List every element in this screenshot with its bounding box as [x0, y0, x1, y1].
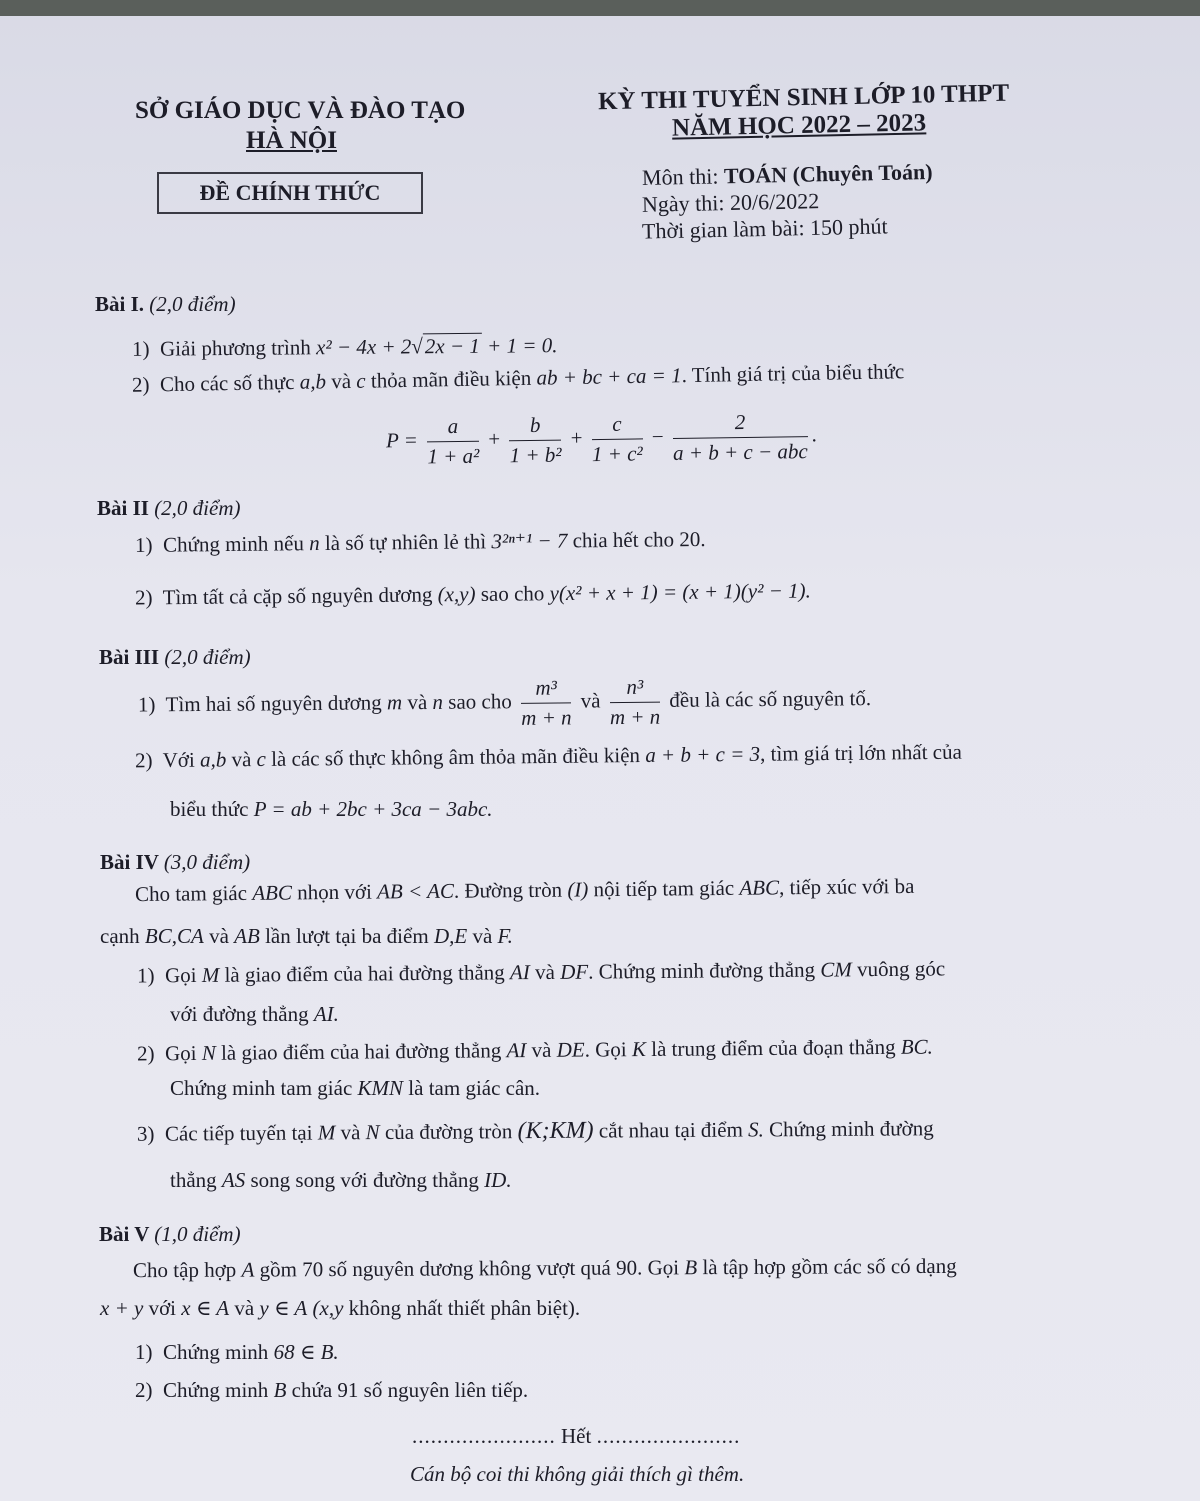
bai4-q3-and: và [340, 1120, 361, 1145]
bai3-q1 [138, 673, 872, 734]
bai2-q2-text-b: sao cho [480, 581, 545, 606]
bai4-q3-line2-as: AS [221, 1168, 246, 1192]
bai3-q2-line2-text: biểu thức [170, 797, 249, 821]
bai5-q1-a: Chứng minh [163, 1340, 269, 1364]
bai2-q1-text-c: chia hết cho 20. [572, 527, 706, 553]
bai2-q1-text-b: là số tự nhiên lẻ thì [324, 529, 487, 555]
bai4-intro2-ab: AB [234, 924, 260, 948]
fraction-m3-den: m + n [521, 705, 572, 730]
city-name: HÀ NỘI [246, 127, 337, 154]
bai5-q2-b: chứa 91 số nguyên liên tiếp. [291, 1378, 529, 1402]
end-word: Hết [561, 1424, 592, 1448]
bai4-q2-label: 2) [136, 1041, 155, 1066]
bai4-intro2-pts: D,E [433, 924, 468, 948]
bai4-q2-k: K [631, 1037, 647, 1062]
bai4-q1-line2 [170, 1002, 339, 1027]
bai4-q1-c: . Chứng minh đường thẳng [588, 957, 816, 984]
bai4-q3-a: Các tiếp tuyến tại [164, 1120, 313, 1146]
bai4-q1-cm: CM [820, 957, 852, 982]
fraction-c-den: 1 + c² [591, 441, 643, 467]
bai4-q2-n: N [201, 1040, 216, 1065]
bai3-q2-vars: a,b [199, 747, 227, 772]
p-lhs: P = [385, 427, 419, 453]
bai4-intro [135, 874, 915, 907]
period: . [811, 422, 817, 447]
bai5-q2-b-var: B [273, 1378, 287, 1402]
exam-duration: Thời gian làm bài: 150 phút [641, 213, 888, 244]
fraction-b-den: 1 + b² [509, 442, 562, 468]
department-name: SỞ GIÁO DỤC VÀ ĐÀO TẠO [135, 97, 466, 124]
bai5-intro2-y: y ∈ A [259, 1296, 308, 1320]
bai1-q1: 1) Giải phương trình x² − 4x + 2√2x − 1 + 1 = 0. [131, 333, 558, 361]
bai3-points: (2,0 điểm) [164, 645, 251, 669]
bai5-q1 [135, 1340, 339, 1365]
bai3-q1-and: và [407, 689, 428, 715]
bai5-intro-b: gồm 70 số nguyên dương không vượt quá 90. Gọi [259, 1255, 680, 1282]
bai4-intro2-b: lần lượt tại ba điểm [265, 924, 429, 948]
bai1-q1-math-sqrt: 2x − 1 [423, 333, 482, 359]
bai2-q1 [135, 527, 706, 558]
footer-note: Cán bộ coi thi không giải thích gì thêm. [410, 1462, 745, 1486]
bai4-q3-c: cắt nhau tại điểm [598, 1117, 743, 1143]
fraction-c-num: c [591, 411, 642, 440]
exam-date: Ngày thi: 20/6/2022 [641, 188, 820, 217]
bai4-intro-abc: ABC [252, 880, 293, 905]
bai4-q2-bc: BC. [900, 1034, 933, 1059]
fraction-m3-num: m³ [521, 675, 572, 703]
bai2-q2-pair: (x,y) [437, 581, 476, 607]
bai1-points: (2,0 điểm) [149, 292, 236, 316]
bai3-q2-label: 2) [134, 748, 153, 773]
bai5-title: Bài V [99, 1222, 149, 1246]
bai3-q1-label: 1) [137, 692, 156, 717]
bai4-intro-abc2: ABC [739, 875, 780, 900]
photo-background-strip [0, 0, 1200, 16]
bai1-heading [95, 292, 236, 317]
plus-sign: + [570, 425, 583, 450]
bai3-q2-text-b: là các số thực không âm thỏa mãn điều kiện [271, 743, 641, 771]
bai4-q3-n: N [365, 1120, 380, 1145]
bai4-q3-line2 [170, 1168, 512, 1193]
bai4-intro-line2 [100, 924, 513, 949]
fraction-d-den: a + b + c − abc [672, 439, 808, 465]
bai5-points: (1,0 điểm) [154, 1222, 241, 1246]
bai4-intro-ineq: AB < AC [376, 878, 455, 904]
bai2-points: (2,0 điểm) [154, 496, 241, 520]
bai4-q2-line2-kmn: KMN [357, 1076, 404, 1100]
bai4-q2-b: là giao điểm của hai đường thẳng [220, 1038, 502, 1065]
bai3-q2 [135, 740, 962, 774]
bai5-q2 [135, 1378, 528, 1403]
bai5-intro2-xy: x + y [100, 1296, 144, 1320]
bai3-heading [99, 645, 251, 670]
bai2-q1-text-a: Chứng minh nếu [162, 531, 305, 557]
bai5-q1-label: 1) [135, 1340, 153, 1364]
subject-label: Môn thi: [641, 163, 719, 191]
fraction-d [672, 409, 807, 466]
subject-line [642, 159, 933, 191]
bai1-q2-c: c [356, 368, 366, 393]
end-dots-left: ....................... [412, 1424, 556, 1448]
fraction-b-num: b [509, 413, 561, 442]
fraction-n3-num: n³ [610, 675, 661, 703]
bai2-title: Bài II [97, 496, 149, 520]
exam-title: KỲ THI TUYỂN SINH LỚP 10 THPT [597, 79, 1010, 116]
bai4-q1-and: và [534, 959, 556, 985]
bai4-q3-d: Chứng minh đường [769, 1116, 934, 1142]
bai1-q2-vars: a,b [299, 369, 327, 394]
bai3-title: Bài III [99, 645, 160, 669]
bai4-q2-line2-a: Chứng minh tam giác [170, 1076, 353, 1100]
bai4-q2-and: và [531, 1037, 552, 1063]
bai1-q2-label: 2) [131, 372, 150, 397]
bai5-intro2-paren: (x,y [312, 1296, 344, 1320]
bai5-intro-c: là tập hợp gồm các số có dạng [702, 1253, 957, 1280]
bai3-q2-and: và [231, 747, 252, 772]
bai5-intro2-x: x ∈ A [181, 1296, 230, 1320]
bai2-q1-math: 3²ⁿ⁺¹ − 7 [491, 528, 568, 554]
bai3-q1-text-a: Tìm hai số nguyên dương [165, 690, 382, 717]
end-marker [412, 1424, 740, 1449]
end-dots-right: ....................... [596, 1424, 741, 1448]
bai1-q1-math-a: x² − 4x + 2 [315, 334, 412, 360]
bai4-q1-label: 1) [136, 963, 155, 988]
bai1-q2-text-c: . Tính giá trị của biểu thức [681, 359, 905, 388]
bai3-q2-c: c [256, 746, 267, 772]
bai2-q2-math: y(x² + x + 1) = (x + 1)(y² − 1). [549, 578, 811, 606]
bai3-q2-line2 [170, 797, 493, 822]
bai5-q2-label: 2) [135, 1378, 153, 1402]
bai4-q1-df: DF [560, 959, 589, 984]
bai4-intro2-f: F. [497, 924, 513, 948]
bai4-q1 [137, 956, 945, 988]
bai4-intro-i: (I) [567, 877, 589, 902]
bai5-intro-set-b: B [684, 1255, 698, 1280]
bai2-q1-label: 1) [134, 532, 153, 557]
bai5-q2-a: Chứng minh [163, 1378, 269, 1402]
bai3-q2-line2-math: P = ab + 2bc + 3ca − 3abc. [253, 797, 493, 821]
bai5-q1-math: 68 ∈ B. [273, 1340, 339, 1364]
bai4-points: (3,0 điểm) [163, 850, 251, 874]
bai1-q1-text: Giải phương trình [159, 335, 311, 361]
fraction-m3 [521, 675, 572, 730]
bai5-intro-a: Cho tập hợp [132, 1257, 237, 1283]
bai3-q1-m: m [386, 690, 403, 715]
bai3-q1-and-2: và [580, 688, 601, 713]
bai4-intro-a: Cho tam giác [134, 880, 248, 907]
bai1-q2-text-a: Cho các số thực [159, 369, 295, 397]
fraction-b [509, 413, 562, 469]
bai1-q2-condition: ab + bc + ca = 1 [536, 363, 682, 390]
bai5-intro-line2 [100, 1296, 580, 1321]
bai3-q1-text-b: sao cho [448, 689, 512, 714]
bai2-q1-n: n [309, 531, 320, 556]
bai5-intro-set-a: A [241, 1257, 255, 1282]
bai5-heading [99, 1222, 241, 1247]
minus-sign: − [651, 424, 664, 449]
fraction-n3 [610, 675, 661, 730]
fraction-c [591, 411, 643, 467]
bai4-heading [100, 850, 250, 875]
bai4-q3-line2-a: thẳng [170, 1168, 217, 1192]
bai1-expression-p [386, 409, 818, 470]
bai4-q2-ai: AI [506, 1038, 527, 1063]
official-exam-label: ĐỀ CHÍNH THỨC [157, 172, 423, 214]
bai1-title: Bài I. [95, 292, 145, 316]
bai4-q2-d: là trung điểm của đoạn thẳng [651, 1034, 896, 1061]
bai1-q2-text-b: thỏa mãn điều kiện [370, 365, 532, 393]
bai4-intro2-and2: và [472, 924, 493, 948]
bai3-q1-text-c: đều là các số nguyên tố. [669, 686, 872, 712]
bai2-q2-text-a: Tìm tất cả cặp số nguyên dương [162, 582, 433, 610]
bai3-q2-text-c: , tìm giá trị lớn nhất của [759, 739, 963, 766]
bai4-q1-a: Gọi [164, 963, 197, 988]
bai4-q3-line2-id: ID. [484, 1168, 512, 1192]
bai2-q2 [135, 578, 811, 610]
bai4-q1-line2-ai: AI. [313, 1002, 339, 1026]
bai4-intro2-and: và [209, 924, 229, 948]
bai4-title: Bài IV [100, 850, 159, 874]
bai4-intro-d: nội tiếp tam giác [593, 875, 735, 902]
bai4-q2-de: DE [556, 1037, 585, 1062]
bai1-q2 [132, 359, 905, 397]
bai1-q1-label: 1) [131, 336, 150, 361]
bai4-intro2-a: cạnh [100, 924, 140, 948]
bai5-intro2-and: và [234, 1296, 255, 1320]
bai4-q2-line2 [170, 1076, 540, 1101]
bai4-q3-circle: (K;KM) [517, 1117, 594, 1145]
school-year: NĂM HỌC 2022 – 2023 [671, 109, 927, 142]
bai4-intro-c: . Đường tròn [453, 877, 563, 903]
bai1-q1-math-b: + 1 = 0. [487, 333, 558, 358]
bai4-q2 [137, 1035, 933, 1067]
bai3-q1-n: n [432, 689, 444, 714]
fraction-n3-den: m + n [609, 704, 661, 730]
bai5-intro2-b: không nhất thiết phân biệt). [348, 1296, 581, 1320]
bai1-q2-and: và [330, 368, 352, 394]
bai4-q1-m: M [201, 962, 220, 987]
bai2-q2-label: 2) [134, 585, 153, 610]
bai4-q3-b: của đường tròn [384, 1119, 513, 1145]
fraction-a-num: a [427, 414, 479, 443]
bai4-q1-b: là giao điểm của hai đường thẳng [224, 960, 505, 987]
fraction-d-num: 2 [672, 409, 807, 439]
bai4-q2-c: . Gọi [584, 1037, 627, 1062]
bai4-q3-m: M [317, 1120, 336, 1145]
bai4-q2-line2-b: là tam giác cân. [408, 1076, 541, 1100]
fraction-a [427, 414, 480, 470]
bai4-q1-line2-a: với đường thẳng [170, 1002, 309, 1026]
bai4-q1-ai: AI [509, 960, 530, 985]
bai4-q1-d: vuông góc [856, 956, 946, 982]
bai4-q2-a: Gọi [164, 1040, 197, 1066]
bai2-heading [97, 496, 241, 521]
bai5-intro2-a: với [148, 1296, 177, 1320]
bai3-q2-text-a: Với [162, 747, 195, 773]
bai4-q3-s: S. [748, 1117, 764, 1142]
subject-value: TOÁN (Chuyên Toán) [723, 158, 933, 189]
bai4-q3-label: 3) [136, 1121, 155, 1146]
bai3-q2-condition: a + b + c = 3 [645, 741, 761, 767]
bai4-intro-e: , tiếp xúc với ba [778, 873, 915, 900]
fraction-a-den: 1 + a² [427, 443, 480, 469]
bai4-q3 [137, 1115, 934, 1148]
bai4-intro-b: nhọn với [297, 879, 372, 905]
plus-sign: + [488, 426, 501, 451]
bai5-intro [133, 1254, 957, 1283]
bai4-intro2-sides: BC,CA [144, 924, 204, 948]
bai4-q3-line2-b: song song với đường thẳng [250, 1168, 479, 1192]
